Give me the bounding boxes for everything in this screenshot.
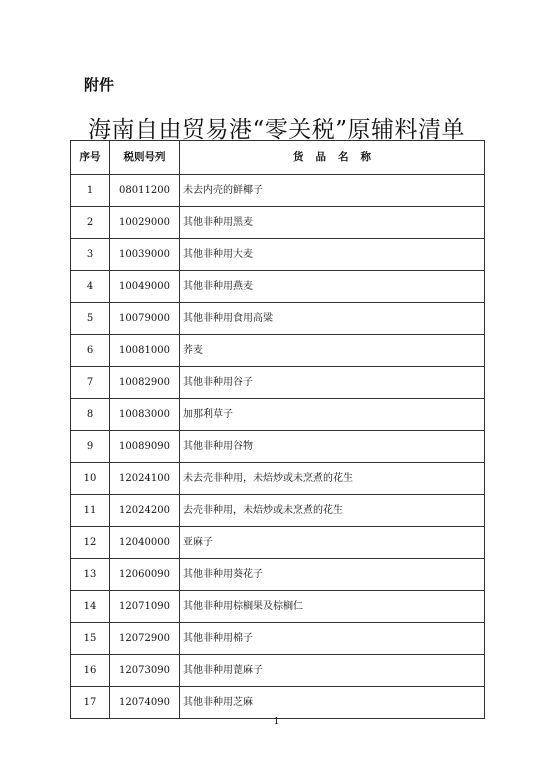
row-serial: 7 [71, 367, 110, 399]
attachment-label: 附件 [84, 76, 115, 94]
row-tariff-code: 10029000 [110, 207, 180, 239]
row-goods-name: 加那利草子 [180, 399, 485, 431]
table-row [71, 463, 485, 495]
row-serial: 8 [71, 399, 110, 431]
row-tariff-code: 12074090 [110, 687, 180, 719]
row-tariff-code: 10082900 [110, 367, 180, 399]
table-row [71, 303, 485, 335]
row-goods-name: 其他非种用葵花子 [180, 559, 485, 591]
row-goods-name: 亚麻子 [180, 527, 485, 559]
header-tariff-code: 税则号列 [110, 141, 180, 175]
table-row [71, 559, 485, 591]
header-goods-name: 货品名称 [180, 141, 485, 175]
row-tariff-code: 10049000 [110, 271, 180, 303]
table-row [71, 527, 485, 559]
row-tariff-code: 12071090 [110, 591, 180, 623]
row-serial: 13 [71, 559, 110, 591]
row-tariff-code: 12060090 [110, 559, 180, 591]
row-serial: 9 [71, 431, 110, 463]
table-row [71, 687, 485, 719]
header-serial: 序号 [71, 141, 110, 175]
row-goods-name: 其他非种用谷物 [180, 431, 485, 463]
table-row [71, 335, 485, 367]
row-serial: 11 [71, 495, 110, 527]
table-row [71, 207, 485, 239]
row-serial: 6 [71, 335, 110, 367]
row-goods-name: 其他非种用大麦 [180, 239, 485, 271]
row-serial: 3 [71, 239, 110, 271]
row-goods-name: 其他非种用棉子 [180, 623, 485, 655]
tariff-list-table [70, 140, 485, 719]
row-serial: 17 [71, 687, 110, 719]
table-row [71, 399, 485, 431]
row-goods-name: 其他非种用食用高粱 [180, 303, 485, 335]
table-row [71, 239, 485, 271]
table-row [71, 623, 485, 655]
row-goods-name: 其他非种用黑麦 [180, 207, 485, 239]
row-serial: 1 [71, 175, 110, 207]
row-goods-name: 其他非种用棕榈果及棕榈仁 [180, 591, 485, 623]
row-tariff-code: 10079000 [110, 303, 180, 335]
row-serial: 2 [71, 207, 110, 239]
table-row [71, 367, 485, 399]
row-goods-name: 其他非种用燕麦 [180, 271, 485, 303]
table-row [71, 271, 485, 303]
row-serial: 15 [71, 623, 110, 655]
table-row [71, 591, 485, 623]
row-tariff-code: 08011200 [110, 175, 180, 207]
table-row [71, 495, 485, 527]
row-tariff-code: 10039000 [110, 239, 180, 271]
row-tariff-code: 12024100 [110, 463, 180, 495]
row-goods-name: 去壳非种用，未焙炒或未烹煮的花生 [180, 495, 485, 527]
table-row [71, 175, 485, 207]
document-title: 海南自由贸易港“零关税”原辅料清单 [87, 117, 466, 143]
row-serial: 10 [71, 463, 110, 495]
row-tariff-code: 10081000 [110, 335, 180, 367]
row-goods-name: 未去壳非种用，未焙炒或未烹煮的花生 [180, 463, 485, 495]
row-tariff-code: 12073090 [110, 655, 180, 687]
row-tariff-code: 12024200 [110, 495, 180, 527]
row-tariff-code: 10083000 [110, 399, 180, 431]
table-row [71, 431, 485, 463]
row-goods-name: 其他非种用谷子 [180, 367, 485, 399]
row-serial: 14 [71, 591, 110, 623]
row-goods-name: 其他非种用芝麻 [180, 687, 485, 719]
table-header-row [71, 141, 485, 175]
row-serial: 16 [71, 655, 110, 687]
row-serial: 12 [71, 527, 110, 559]
page-number: 1 [273, 717, 280, 727]
row-tariff-code: 12072900 [110, 623, 180, 655]
row-goods-name: 其他非种用蓖麻子 [180, 655, 485, 687]
row-serial: 4 [71, 271, 110, 303]
row-serial: 5 [71, 303, 110, 335]
row-tariff-code: 12040000 [110, 527, 180, 559]
table-body [71, 175, 485, 719]
table-row [71, 655, 485, 687]
row-goods-name: 荞麦 [180, 335, 485, 367]
row-tariff-code: 10089090 [110, 431, 180, 463]
row-goods-name: 未去内壳的鲜椰子 [180, 175, 485, 207]
